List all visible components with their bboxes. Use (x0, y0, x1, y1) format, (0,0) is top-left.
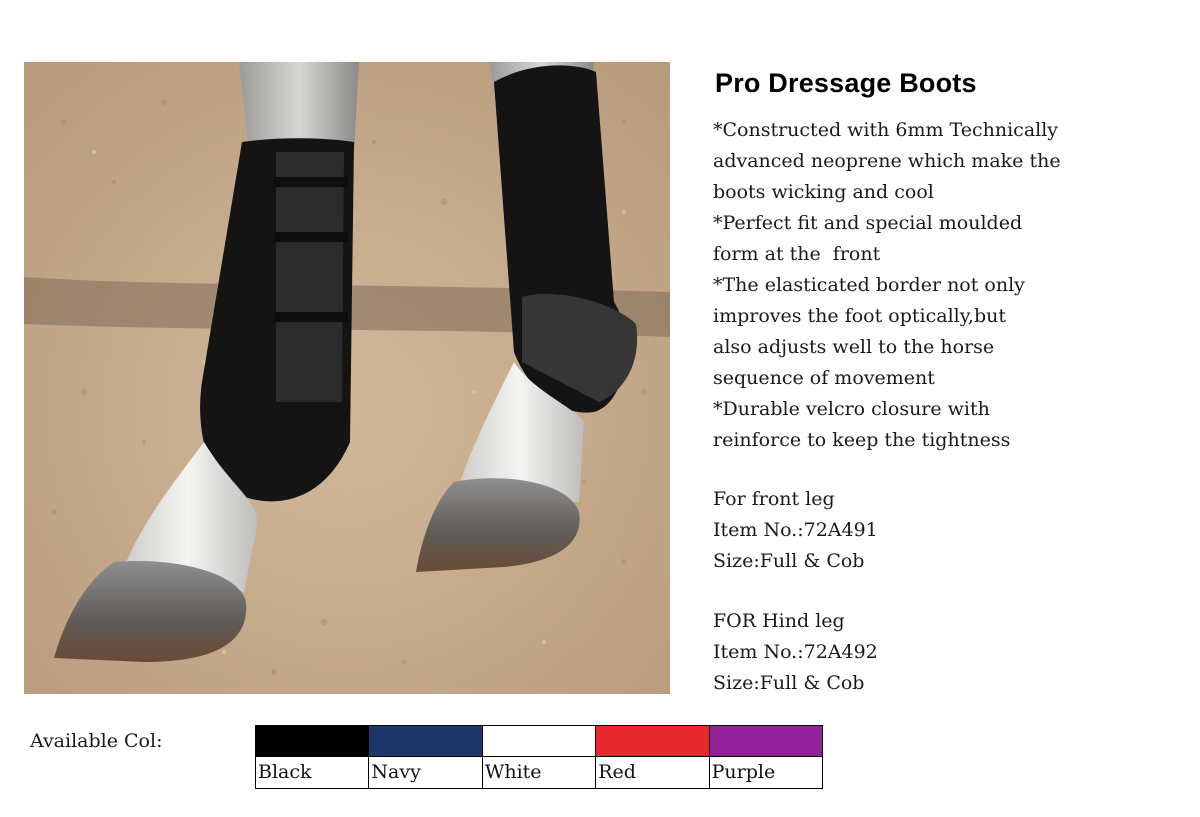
feature-list (713, 115, 1173, 456)
feature-line: sequence of movement (713, 367, 935, 389)
horse-boots-photo (24, 62, 670, 694)
color-name: Black (258, 761, 312, 783)
hind-leg-item-number: Item No.:72A492 (713, 641, 878, 663)
color-chip (596, 726, 708, 757)
color-name: White (484, 761, 542, 783)
feature-line: form at the front (713, 243, 881, 265)
feature-line: boots wicking and cool (713, 181, 934, 203)
color-name: Purple (711, 761, 776, 783)
hind-leg-heading: FOR Hind leg (713, 610, 845, 632)
color-option-red (596, 726, 709, 788)
color-chip (256, 726, 368, 757)
feature-line: also adjusts well to the horse (713, 336, 995, 358)
feature-line: advanced neoprene which make the (713, 150, 1061, 172)
color-chip (710, 726, 822, 757)
front-leg-heading: For front leg (713, 488, 835, 510)
feature-line: *Constructed with 6mm Technically (713, 119, 1059, 141)
product-photo (24, 62, 670, 694)
front-leg-size: Size:Full & Cob (713, 550, 865, 572)
front-leg-spec (713, 484, 1173, 577)
available-colors-label: Available Col: (30, 730, 163, 752)
hind-leg-size: Size:Full & Cob (713, 672, 865, 694)
color-option-white (483, 726, 596, 788)
color-name: Navy (371, 761, 421, 783)
feature-line: *Perfect fit and special moulded (713, 212, 1023, 234)
color-name: Red (598, 761, 636, 783)
color-swatch-table (255, 725, 823, 789)
product-title: Pro Dressage Boots (715, 68, 977, 98)
color-option-navy (369, 726, 482, 788)
front-leg-item-number: Item No.:72A491 (713, 519, 878, 541)
color-option-black (256, 726, 369, 788)
feature-line: *The elasticated border not only (713, 274, 1025, 296)
color-option-purple (710, 726, 822, 788)
color-chip (483, 726, 595, 757)
feature-line: reinforce to keep the tightness (713, 429, 1011, 451)
feature-line: improves the foot optically,but (713, 305, 1007, 327)
color-chip (369, 726, 481, 757)
feature-line: *Durable velcro closure with (713, 398, 990, 420)
hind-leg-spec (713, 606, 1173, 699)
